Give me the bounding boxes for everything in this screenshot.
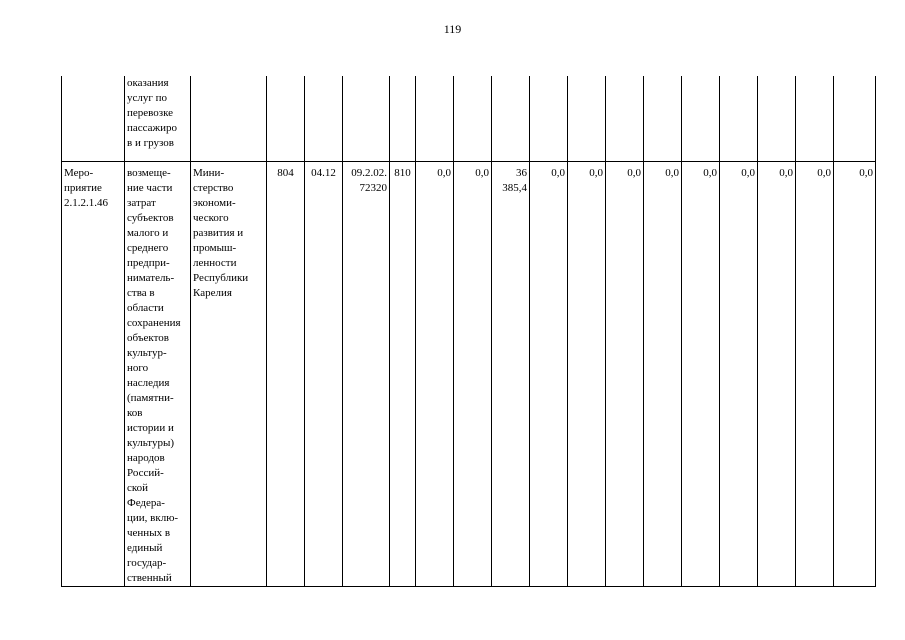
value-cell: 0,0 [796, 162, 834, 587]
rzpr-cell [305, 76, 343, 162]
value-cell [416, 76, 454, 162]
value-cell: 0,0 [720, 162, 758, 587]
value-cell: 0,0 [416, 162, 454, 587]
vr-cell: 810 [390, 162, 416, 587]
executor-cell [191, 76, 267, 162]
csr-cell: 09.2.02. 72320 [343, 162, 390, 587]
value-cell [644, 76, 682, 162]
name-cell [62, 76, 125, 162]
value-cell [758, 76, 796, 162]
csr-cell [343, 76, 390, 162]
description-cell: возмеще- ние части затрат субъектов малого и среднего предпри- ниматель- ства в области сохранения объектов культур- ного наследия (памятни- ков истории и культуры) народов Россий- ской Федера- ции, вклю- ченных в единый государ- ственный [125, 162, 191, 587]
value-cell [682, 76, 720, 162]
value-cell: 0,0 [606, 162, 644, 587]
rzpr-cell: 04.12 [305, 162, 343, 587]
value-cell [454, 76, 492, 162]
description-cell: оказания услуг по перевозке пассажиро в и грузов [125, 76, 191, 162]
value-cell: 0,0 [530, 162, 568, 587]
executor-cell: Мини- стерство экономи- ческого развития и промыш- ленности Республики Карелия [191, 162, 267, 587]
vr-cell [390, 76, 416, 162]
table-row [62, 76, 876, 162]
value-cell: 0,0 [682, 162, 720, 587]
value-cell [796, 76, 834, 162]
value-cell: 0,0 [454, 162, 492, 587]
grbs-cell: 804 [267, 162, 305, 587]
value-cell [530, 76, 568, 162]
value-cell: 36 385,4 [492, 162, 530, 587]
value-cell [492, 76, 530, 162]
grbs-cell [267, 76, 305, 162]
value-cell: 0,0 [834, 162, 876, 587]
budget-table [61, 76, 876, 587]
value-cell [720, 76, 758, 162]
value-cell: 0,0 [568, 162, 606, 587]
value-cell [834, 76, 876, 162]
name-cell: Меро- приятие 2.1.2.1.46 [62, 162, 125, 587]
value-cell [568, 76, 606, 162]
value-cell [606, 76, 644, 162]
value-cell: 0,0 [644, 162, 682, 587]
value-cell: 0,0 [758, 162, 796, 587]
table-row [62, 162, 876, 587]
page-number: 119 [443, 22, 462, 36]
